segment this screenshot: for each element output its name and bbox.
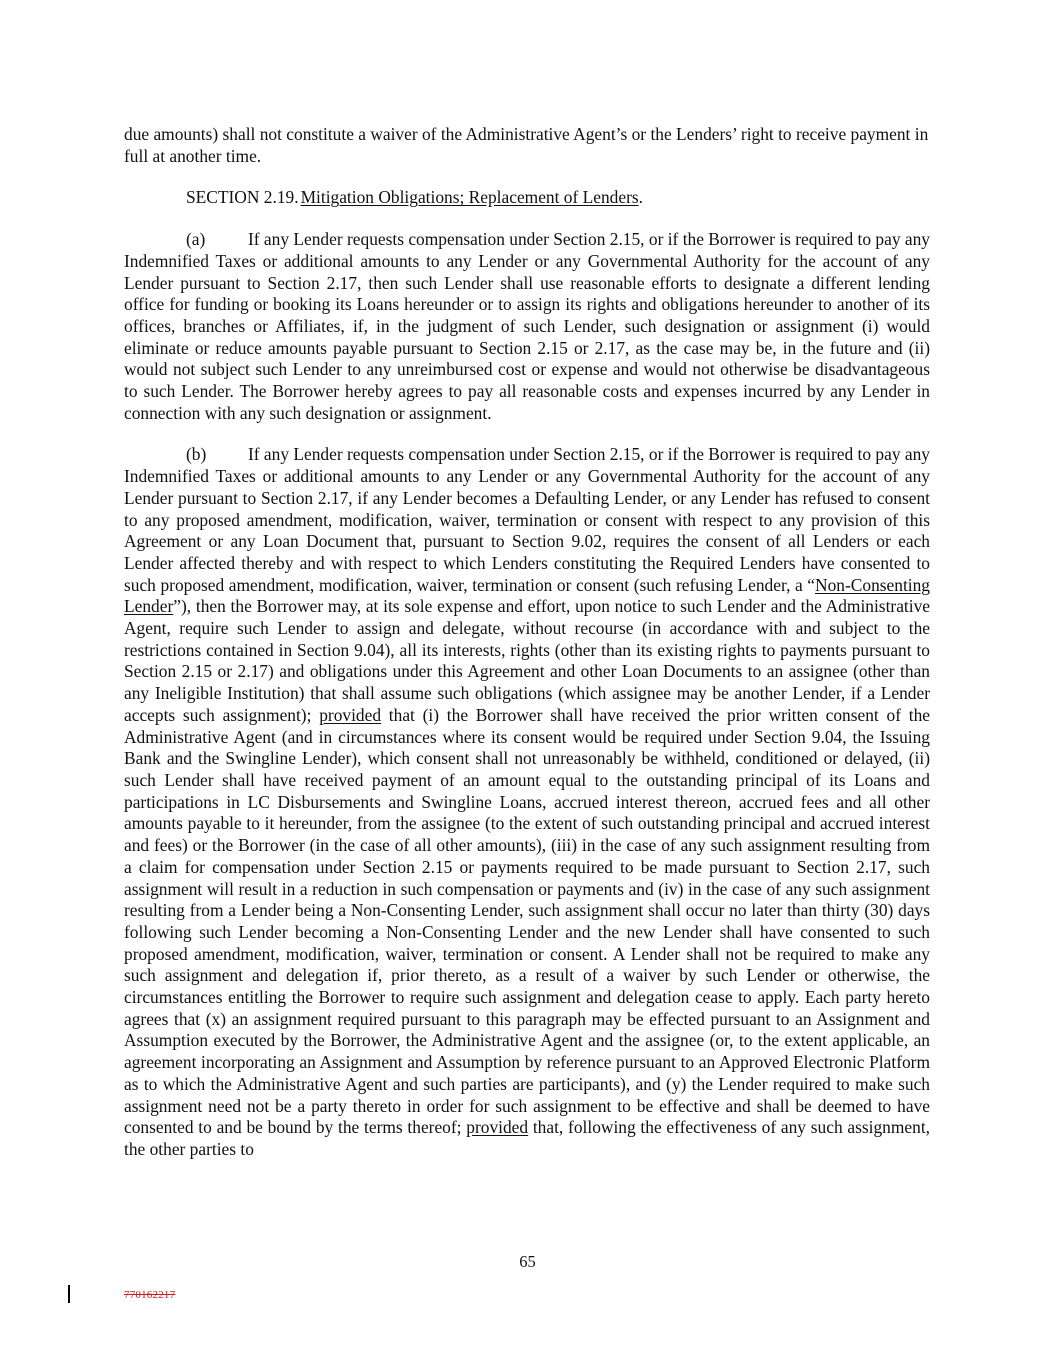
paragraph-b <box>124 444 930 1160</box>
defined-term-non-consenting-lender: Non-Consenting Lender <box>124 574 930 617</box>
section-number: SECTION 2.19. <box>186 187 299 208</box>
section-title: Mitigation Obligations; Replacement of Lenders <box>300 187 639 208</box>
paragraph-b-text-3: that (i) the Borrower shall have received the prior written consent of the Administrative Agent (and in circumstances where its consent would be required under Section 9.04, the Issuing Bank and the Swingline Lender), which consent shall not unreasonably be withheld, conditioned or delayed, (ii) such Lender shall have received payment of an amount equal to the outstanding principal of its Loans and participations in LC Disbursements and Swingline Loans, accrued interest thereon, accrued fees and all other amounts payable to it hereunder, from the assignee (to the extent of such outstanding principal and accrued interest and fees) or the Borrower (in the case of all other amounts), (iii) in the case of any such assignment resulting from a claim for compensation under Section 2.15 or payments required to be made pursuant to Section 2.17, such assignment will result in a reduction in such compensation or payments and (iv) in the case of any such assignment resulting from a Lender being a Non-Consenting Lender, such assignment shall occur no later than thirty (30) days following such Lender becoming a Non-Consenting Lender and the new Lender shall have consented to such proposed amendment, modification, waiver, termination or consent. A Lender shall not be required to make any such assignment and delegation if, prior thereto, as a result of a waiver by such Lender or otherwise, the circumstances entitling the Borrower to require such assignment and delegation cease to apply. Each party hereto agrees that (x) an assignment required pursuant to this paragraph may be effected pursuant to an Assignment and Assumption executed by the Borrower, the Administrative Agent and the assignee (or, to the extent applicable, an agreement incorporating an Assignment and Assumption by reference pursuant to an Approved Electronic Platform as to which the Administrative Agent and such parties are participants), and (y) the Lender required to make such assignment need not be a party thereto in order for such assignment to be effective and shall be deemed to have consented to and be bound by the terms thereof; <box>124 704 930 1138</box>
section-title-suffix: . <box>638 187 643 208</box>
intro-paragraph: due amounts) shall not constitute a waiver of the Administrative Agent’s or the Lenders’ right to receive payment in full at another time. <box>124 124 929 166</box>
paragraph-a-label: (a) <box>186 229 206 250</box>
revision-bar <box>68 1285 70 1303</box>
paragraph-b-text-4: that, following the effectiveness of any such assignment, the other parties to <box>124 1117 930 1159</box>
paragraph-b-label: (b) <box>186 444 207 465</box>
paragraph-a-text: If any Lender requests compensation under Section 2.15, or if the Borrower is required to pay any Indemnified Taxes or additional amounts to any Lender or any Governmental Authority for the account of any Lender pursuant to Section 2.17, then such Lender shall use reasonable efforts to designate a different lending office for funding or booking its Loans hereunder or to assign its rights and obligations hereunder to another of its offices, branches or Affiliates, if, in the judgment of such Lender, such designation or assignment (i) would eliminate or reduce amounts payable pursuant to Section 2.15 or 2.17, as the case may be, in the future and (ii) would not subject such Lender to any unreimbursed cost or expense and would not otherwise be disadvantageous to such Lender. The Borrower hereby agrees to pay all reasonable costs and expenses incurred by any Lender in connection with any such designation or assignment. <box>124 229 930 423</box>
paragraph-b-text-2: ”), then the Borrower may, at its sole expense and effort, upon notice to such Lender and the Administrative Agent, require such Lender to assign and delegate, without recourse (in accordance with and subject to the restrictions contained in Section 9.04), all its interests, rights (other than its existing rights to payments pursuant to Section 2.15 or 2.17) and obligations under this Agreement and other Loan Documents to an assignee (other than any Ineligible Institution) that shall assume such obligations (which assignee may be another Lender, if a Lender accepts such assignment); <box>124 596 930 725</box>
section-heading <box>124 187 930 209</box>
proviso-term-2: provided <box>466 1117 529 1138</box>
document-body <box>124 124 930 1161</box>
page-number: 65 <box>519 1252 536 1271</box>
document-code: 770162217 <box>124 1289 176 1301</box>
paragraph-a <box>124 229 930 424</box>
proviso-term-1: provided <box>319 704 382 725</box>
paragraph-b-text-1: If any Lender requests compensation under Section 2.15, or if the Borrower is required to pay any Indemnified Taxes or additional amounts to any Lender or any Governmental Authority for the account of any Lender pursuant to Section 2.17, if any Lender becomes a Defaulting Lender, or any Lender has refused to consent to any proposed amendment, modification, waiver, termination or consent with respect to any provision of this Agreement or any Loan Document that, pursuant to Section 9.02, requires the consent of all Lenders or each Lender affected thereby and with respect to which Lenders constituting the Required Lenders have consented to such proposed amendment, modification, waiver, termination or consent (such refusing Lender, a “ <box>124 444 930 595</box>
